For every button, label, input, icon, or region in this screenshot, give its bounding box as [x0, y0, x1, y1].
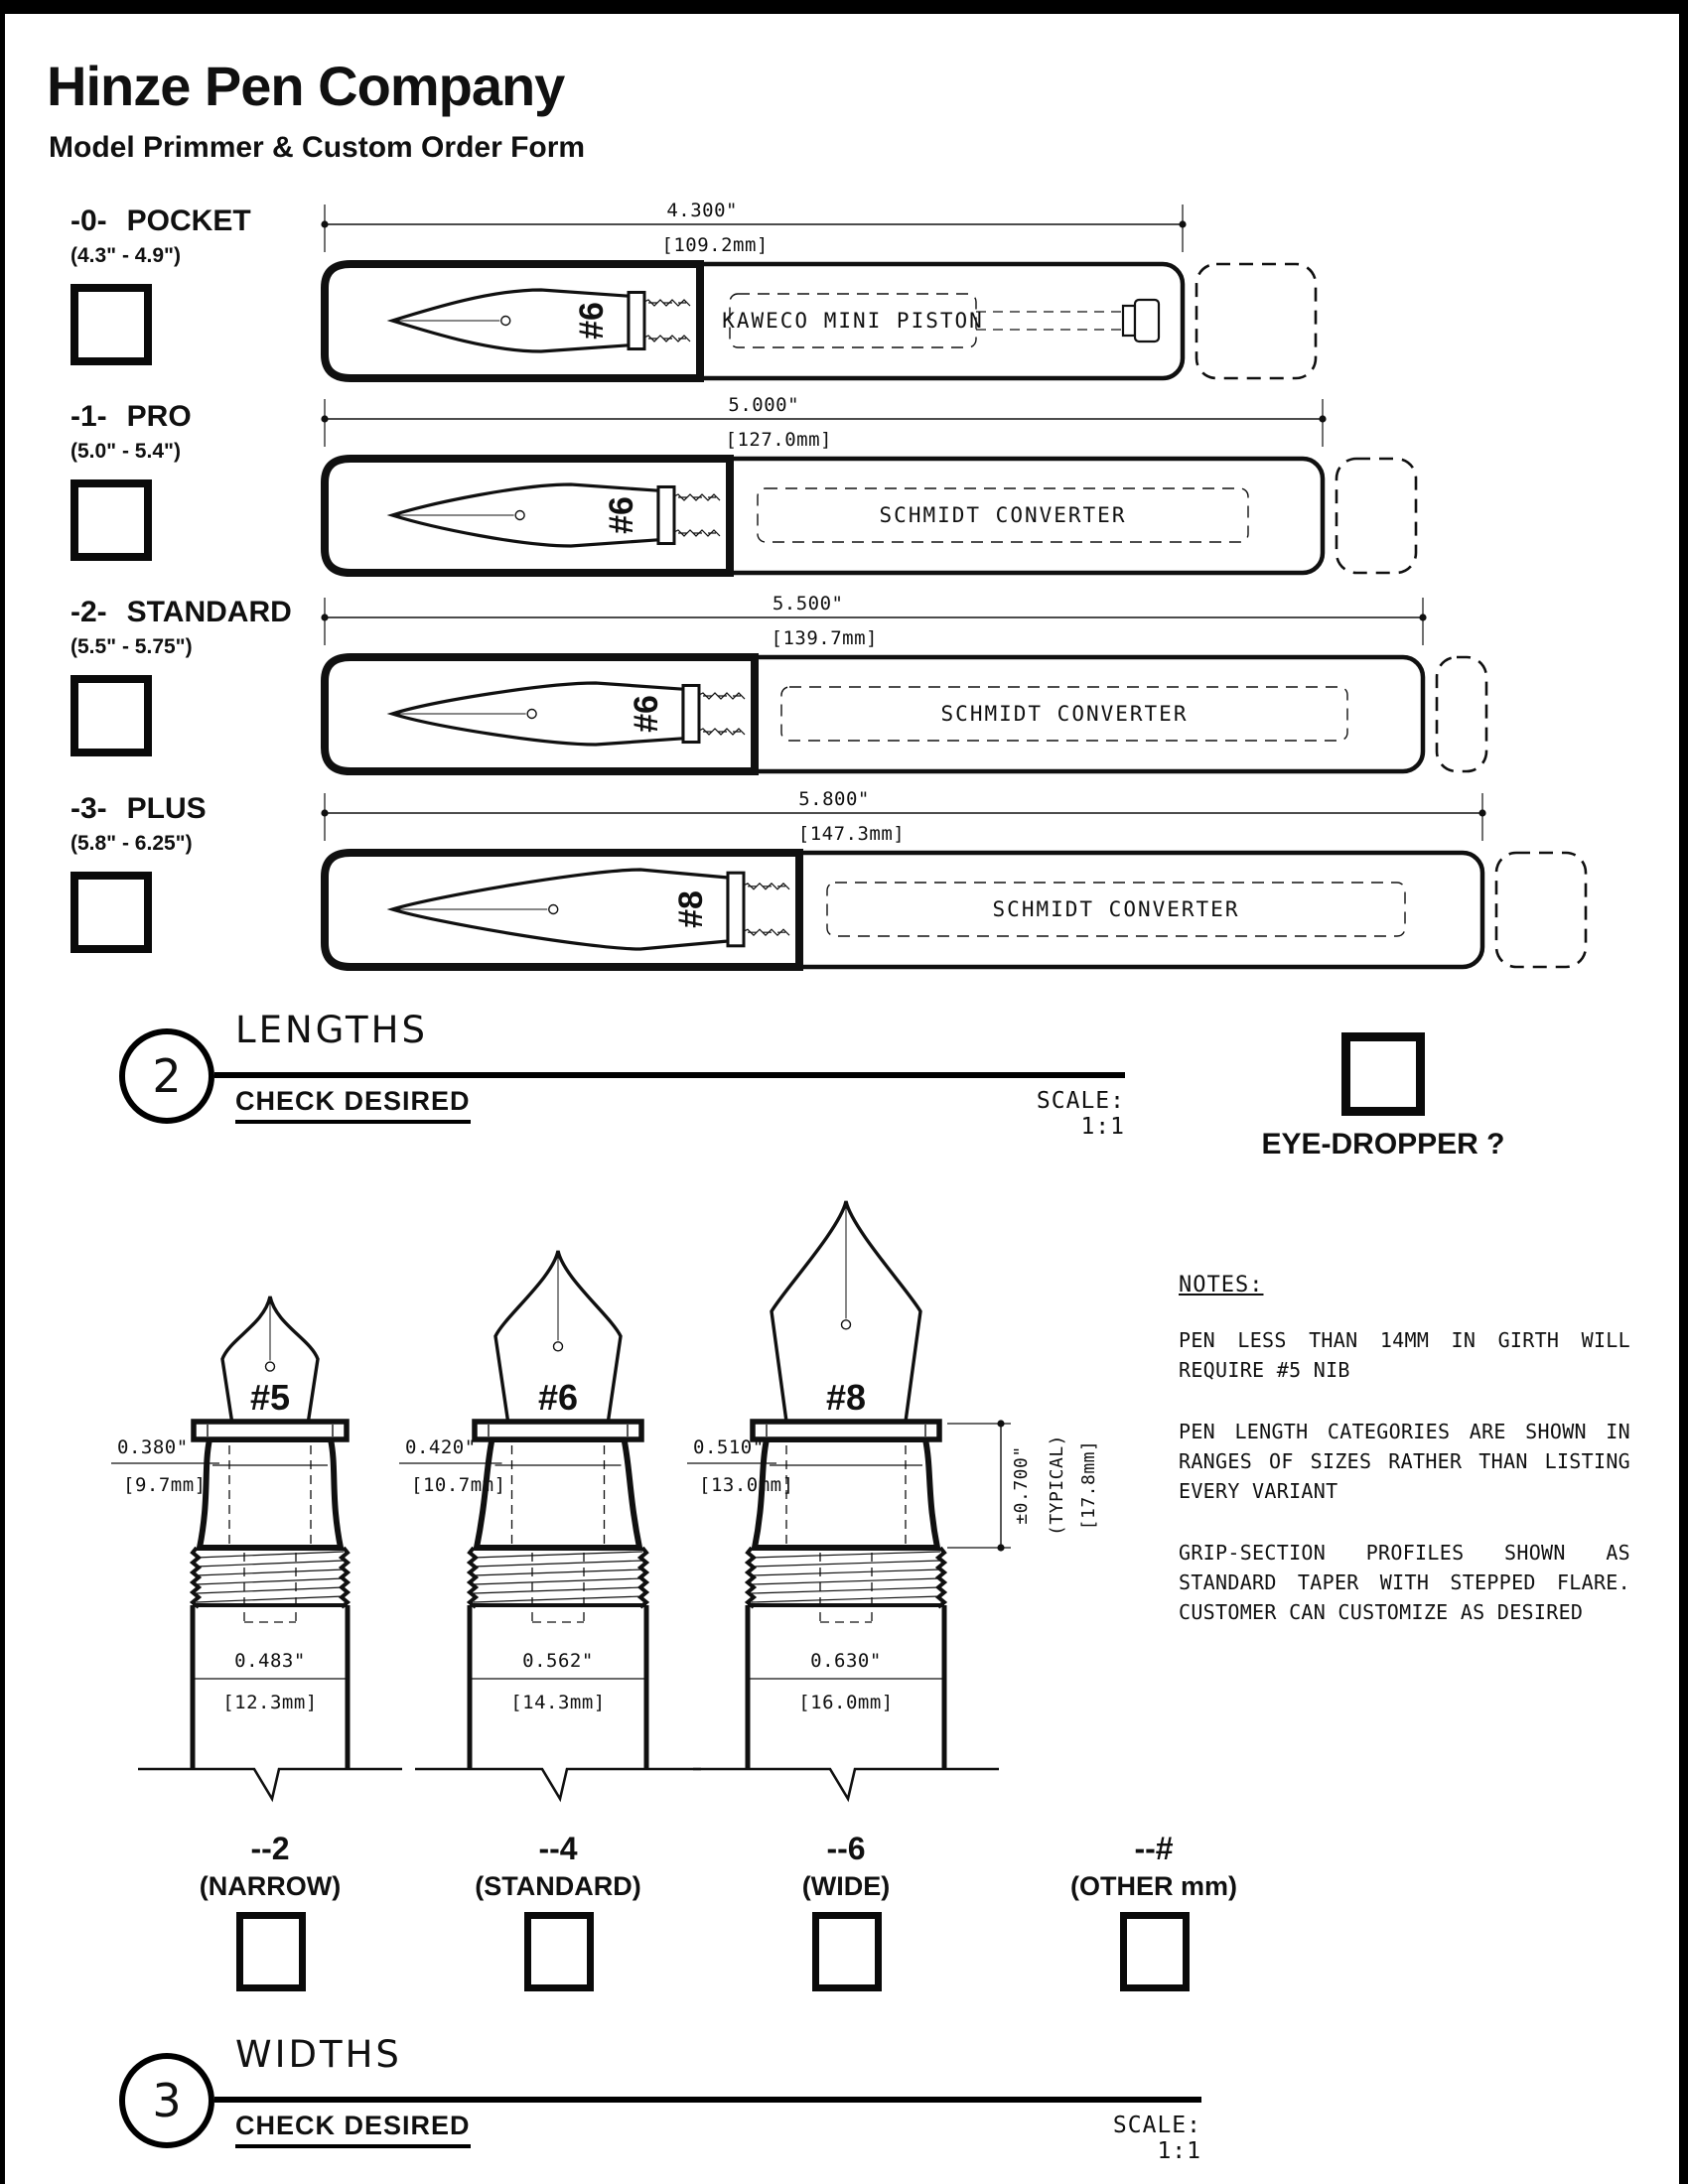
nib-size-label: #6 — [537, 1377, 579, 1418]
nib-collar — [629, 292, 644, 348]
dimension-inches: 5.500" — [772, 593, 844, 614]
breather-hole — [266, 1362, 275, 1371]
pen-drawing-3 — [293, 783, 1683, 987]
dimension-inches: 0.420" — [405, 1436, 477, 1458]
pen-drawing-0 — [293, 195, 1683, 398]
width-option-standard: --4 (STANDARD) — [475, 1831, 641, 1901]
checkbox-width-4[interactable] — [524, 1912, 594, 1991]
breather-hole — [501, 317, 510, 326]
insert-label: SCHMIDT CONVERTER — [940, 702, 1189, 726]
length-option-plus — [70, 792, 207, 856]
scale-label: SCALE: 1:1 — [1036, 1088, 1125, 1140]
section-rule — [214, 1072, 1125, 1078]
width-option-other: --# (OTHER mm) — [1070, 1831, 1237, 1901]
length-option-standard — [70, 596, 292, 659]
grip-section-outline — [200, 1439, 341, 1548]
dimension-inches: 0.630" — [810, 1650, 882, 1672]
dimension-mm: [139.7mm] — [771, 627, 878, 649]
nib-size-label: #8 — [672, 890, 710, 928]
breather-hole — [515, 511, 524, 520]
option-range: (5.5" - 5.75") — [70, 635, 193, 658]
checkbox-width-other[interactable] — [1120, 1912, 1190, 1991]
nib-section-drawing-0 — [101, 1156, 439, 1831]
dimension-inches: 4.300" — [666, 200, 738, 221]
insert-label: SCHMIDT CONVERTER — [992, 897, 1240, 921]
nib-section-drawing-1 — [389, 1156, 727, 1831]
nib-size-label: #6 — [628, 695, 665, 733]
nib-collar — [728, 873, 744, 946]
option-range: (5.8" - 6.25") — [70, 832, 193, 855]
typical-dim-label: (TYPICAL) — [1047, 1433, 1067, 1537]
nib-size-label: #8 — [825, 1377, 867, 1418]
checkbox-width-6[interactable] — [812, 1912, 882, 1991]
nib-section-drawing-2 — [677, 1156, 1134, 1831]
cap-range-outline — [1496, 853, 1586, 967]
dimension-inches: 0.483" — [234, 1650, 306, 1672]
dimension-mm: [12.3mm] — [222, 1692, 318, 1713]
eyedropper-label: EYE-DROPPER ? — [1261, 1128, 1505, 1160]
section-title: WIDTHS — [235, 2033, 402, 2076]
dimension-inches: 0.562" — [522, 1650, 594, 1672]
checkbox-width-2[interactable] — [236, 1912, 306, 1991]
notes-block — [1179, 1273, 1630, 1659]
width-option-narrow: --2 (NARROW) — [199, 1831, 342, 1901]
option-code: -0- POCKET — [70, 205, 251, 237]
typical-dim-value: ±0.700" — [1011, 1445, 1032, 1525]
cap-range-outline — [1336, 459, 1416, 573]
nib-collar — [753, 1422, 939, 1439]
insert-label: KAWECO MINI PISTON — [722, 309, 984, 333]
pen-drawing-1 — [293, 389, 1683, 593]
option-range: (5.0" - 5.4") — [70, 440, 181, 463]
break-line — [415, 1769, 701, 1799]
checkbox-length-plus[interactable] — [70, 872, 152, 953]
option-code: -1- PRO — [70, 400, 192, 433]
section-number-badge: 3 — [119, 2053, 214, 2148]
section-subtitle: CHECK DESIRED — [235, 1086, 471, 1124]
breather-hole — [842, 1320, 851, 1329]
nib-collar — [658, 486, 674, 543]
dimension-mm: [14.3mm] — [510, 1692, 606, 1713]
dimension-mm: [127.0mm] — [725, 429, 833, 451]
dimension-mm: [9.7mm] — [123, 1474, 207, 1496]
dimension-mm: [13.0mm] — [699, 1474, 794, 1496]
note-item: PEN LENGTH CATEGORIES ARE SHOWN IN RANGES OF SIZES RATHER THAN LISTING EVERY VARIANT — [1179, 1420, 1630, 1503]
nib-size-label: #6 — [603, 496, 640, 534]
break-line — [138, 1769, 402, 1799]
break-line — [693, 1769, 999, 1799]
cap-range-outline — [1437, 657, 1486, 771]
breather-hole — [549, 905, 558, 914]
dimension-mm: [16.0mm] — [798, 1692, 894, 1713]
insert-label: SCHMIDT CONVERTER — [879, 503, 1127, 527]
nib-collar — [194, 1422, 347, 1439]
breather-hole — [554, 1342, 563, 1351]
typical-dim-mm: [17.8mm] — [1078, 1439, 1099, 1531]
dimension-mm: [109.2mm] — [661, 234, 769, 256]
section-title: LENGTHS — [235, 1009, 428, 1051]
note-item: GRIP-SECTION PROFILES SHOWN AS STANDARD TAPER WITH STEPPED FLARE. CUSTOMER CAN CUSTOMIZE AS DESIRED — [1179, 1541, 1630, 1624]
scale-label: SCALE: 1:1 — [1112, 2113, 1201, 2164]
option-range: (4.3" - 4.9") — [70, 244, 181, 267]
section-rule — [214, 2097, 1201, 2103]
dimension-inches: 0.510" — [693, 1436, 765, 1458]
dimension-mm: [10.7mm] — [411, 1474, 506, 1496]
length-option-pocket — [70, 205, 251, 268]
section-subtitle: CHECK DESIRED — [235, 2111, 471, 2148]
nib-size-label: #5 — [249, 1377, 291, 1418]
checkbox-length-pocket[interactable] — [70, 284, 152, 365]
dimension-inches: 5.000" — [728, 394, 800, 416]
dimension-inches: 0.380" — [117, 1436, 189, 1458]
section-number-badge: 2 — [119, 1028, 214, 1124]
length-option-pro — [70, 400, 192, 464]
checkbox-eyedropper[interactable] — [1341, 1032, 1425, 1116]
pen-drawing-2 — [293, 588, 1683, 791]
nib-size-label: #6 — [573, 302, 611, 340]
option-code: -2- STANDARD — [70, 596, 292, 628]
dimension-mm: [147.3mm] — [797, 823, 906, 845]
cap-range-outline — [1196, 264, 1316, 378]
nib-collar — [475, 1422, 641, 1439]
checkbox-length-standard[interactable] — [70, 675, 152, 756]
breather-hole — [527, 710, 536, 719]
nib-collar — [683, 685, 699, 742]
option-code: -3- PLUS — [70, 792, 207, 825]
dimension-inches: 5.800" — [798, 788, 870, 810]
notes-title: NOTES: — [1179, 1273, 1264, 1297]
page-title: Hinze Pen Company — [47, 55, 565, 117]
width-option-wide: --6 (WIDE) — [801, 1831, 891, 1901]
note-item: PEN LESS THAN 14MM IN GIRTH WILL REQUIRE #5 NIB — [1179, 1328, 1630, 1382]
checkbox-length-pro[interactable] — [70, 479, 152, 561]
page-subtitle: Model Primmer & Custom Order Form — [49, 131, 586, 164]
